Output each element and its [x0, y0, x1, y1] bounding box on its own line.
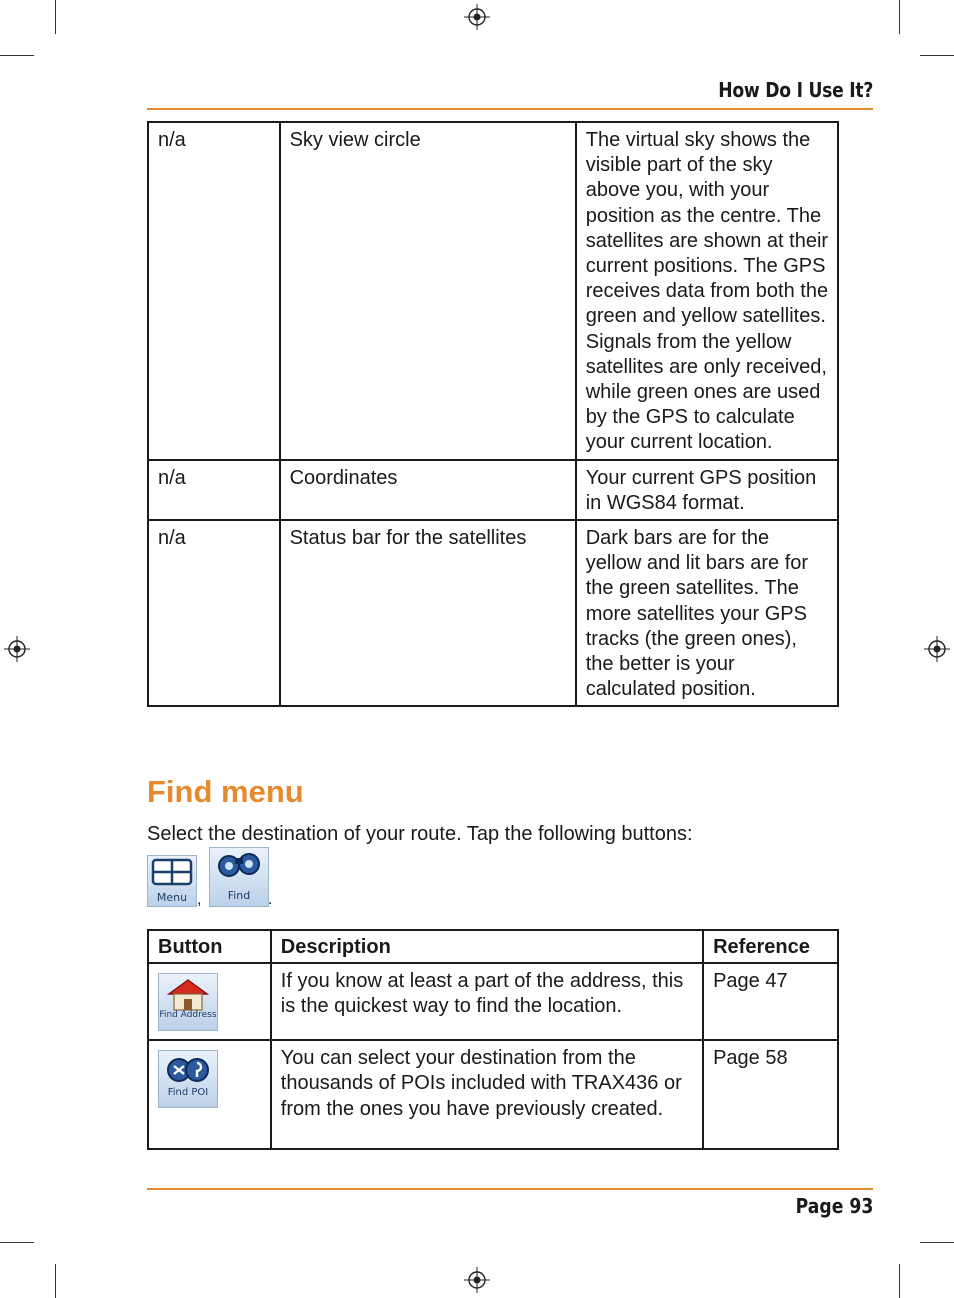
table-header-row — [148, 930, 838, 963]
table-cell-icon — [148, 1040, 271, 1149]
column-header-reference: Reference — [703, 930, 838, 963]
table-cell-name: Sky view circle — [280, 122, 576, 460]
table-cell-name: Coordinates — [280, 460, 576, 520]
crop-mark — [899, 1264, 900, 1298]
section-intro: Select the destination of your route. Tap the following buttons: — [147, 823, 693, 845]
crop-mark — [0, 1242, 34, 1243]
crop-mark — [0, 55, 34, 56]
satellite-info-table — [147, 121, 839, 707]
table-cell-icon — [148, 963, 271, 1040]
footer-rule — [147, 1188, 873, 1190]
table-cell-description: The virtual sky shows the visible part of the sky above you, with your position as the centre. The satellites are shown at their current positions. The GPS receives data from both the green and yellow satellites. Signals from the yellow satellites are only received, while green ones are used by the GPS to calculate your current location. — [576, 122, 838, 460]
find-menu-table — [147, 929, 839, 1150]
registration-mark-icon — [924, 636, 950, 662]
crop-mark — [55, 0, 56, 34]
page-number: Page 93 — [795, 1194, 873, 1218]
table-row — [148, 460, 838, 520]
table-row — [148, 1040, 838, 1149]
table-cell-reference: Page 47 — [703, 963, 838, 1040]
column-header-button: Button — [148, 930, 271, 963]
table-cell-description: Dark bars are for the yellow and lit bars are for the green satellites. The more satellites your GPS tracks (the green ones), the better is your calculated position. — [576, 520, 838, 706]
table-cell-reference: Page 58 — [703, 1040, 838, 1149]
find-poi-label: Find POI — [167, 1087, 209, 1098]
section-title: Find menu — [147, 774, 304, 809]
table-cell-description: You can select your destination from the thousands of POIs included with TRAX436 or from the ones you have previously created. — [271, 1040, 703, 1149]
crop-mark — [920, 55, 954, 56]
header-rule — [147, 108, 873, 110]
period: . — [268, 891, 273, 908]
crop-mark — [55, 1264, 56, 1298]
find-address-button[interactable] — [158, 973, 218, 1031]
table-row — [148, 963, 838, 1040]
table-cell-description: Your current GPS position in WGS84 format. — [576, 460, 838, 520]
crop-mark — [899, 0, 900, 34]
menu-grid-icon — [148, 856, 196, 892]
table-row — [148, 122, 838, 460]
registration-mark-icon — [464, 4, 490, 30]
registration-mark-icon — [4, 636, 30, 662]
find-button-label: Find — [227, 889, 251, 902]
registration-mark-icon — [464, 1267, 490, 1293]
running-header: How Do I Use It? — [718, 78, 873, 102]
find-address-label: Find Address — [159, 1010, 217, 1020]
table-row — [148, 520, 838, 706]
table-cell-button: n/a — [148, 520, 280, 706]
menu-button[interactable] — [147, 855, 197, 907]
table-cell-name: Status bar for the satellites — [280, 520, 576, 706]
table-cell-button: n/a — [148, 460, 280, 520]
table-cell-button: n/a — [148, 122, 280, 460]
menu-button-label: Menu — [156, 891, 188, 904]
table-cell-description: If you know at least a part of the address, this is the quickest way to find the location. — [271, 963, 703, 1040]
column-header-description: Description — [271, 930, 703, 963]
find-button[interactable] — [209, 847, 269, 907]
binoculars-icon — [210, 848, 268, 888]
find-poi-button[interactable] — [158, 1050, 218, 1108]
crop-mark — [920, 1242, 954, 1243]
separator: , — [197, 891, 202, 908]
